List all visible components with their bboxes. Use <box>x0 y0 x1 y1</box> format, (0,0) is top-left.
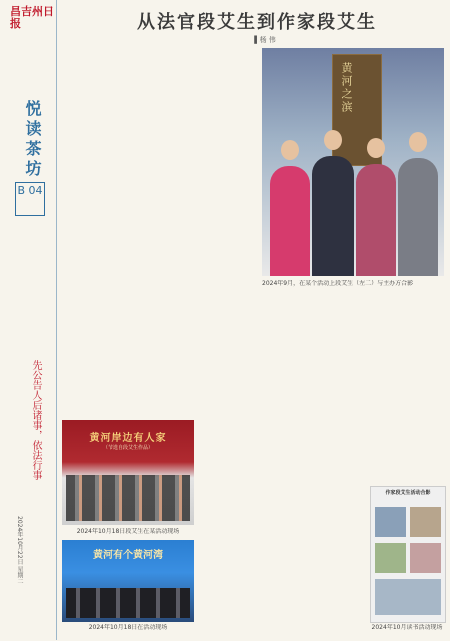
collage-photo <box>410 543 441 573</box>
book-cover-title: 黄河之滨 <box>340 62 353 114</box>
article-headline: 从法官段艾生到作家段艾生 <box>137 12 377 33</box>
group-of-people <box>66 475 190 521</box>
article-column-7 <box>380 296 442 476</box>
section-title: 悦读茶坊 <box>23 100 42 180</box>
collage-photo <box>375 579 441 615</box>
person-face <box>324 130 342 150</box>
article-byline: ▌杨 伟 <box>254 36 276 44</box>
main-photo-caption: 2024年9月，在某个活动上段艾生（左二）与主办方合影 <box>262 280 414 287</box>
person-face <box>281 140 299 160</box>
article-column-2 <box>128 48 190 418</box>
collage-photo <box>410 507 441 537</box>
photo-collage <box>370 486 446 623</box>
main-photo-book-display <box>262 48 444 276</box>
newspaper-masthead: 昌吉州日报 <box>10 5 54 30</box>
event-photo-red-banner <box>62 420 194 525</box>
issue-dateline: 2024年10月22日 星期二 <box>16 516 23 585</box>
event-banner-subtitle: （节选自段艾生作品） <box>102 445 153 451</box>
person-figure <box>312 156 354 276</box>
person-figure <box>398 158 438 276</box>
event-photo-blue-banner <box>62 540 194 622</box>
article-column-1 <box>62 48 124 418</box>
article-column-5 <box>258 296 316 476</box>
event-photo-caption-2: 2024年10月18日在活动现场 <box>88 624 168 631</box>
event-photo-caption: 2024年10月18日段艾生在某活动现场 <box>76 528 180 535</box>
section-slogan: 先公告人后诸事，依法行事 <box>30 360 41 480</box>
person-face <box>367 138 385 158</box>
person-figure <box>270 166 310 276</box>
sidebar <box>0 0 57 640</box>
person-figure <box>356 164 396 276</box>
collage-caption: 2024年10月读书活动现场 <box>371 624 443 631</box>
person-face <box>409 132 427 152</box>
page-number-badge: B 04 <box>15 182 45 216</box>
article-column-6 <box>320 296 378 476</box>
group-of-people <box>66 588 190 618</box>
event-banner-title: 黄河岸边有人家 <box>89 433 167 444</box>
article-column-4 <box>197 296 255 641</box>
article-column-3 <box>197 48 255 276</box>
event-banner-title-2: 黄河有个黄河湾 <box>93 550 163 561</box>
collage-title: 作家段艾生活动合影 <box>385 490 431 496</box>
collage-photo <box>375 507 406 537</box>
collage-photo <box>375 543 406 573</box>
